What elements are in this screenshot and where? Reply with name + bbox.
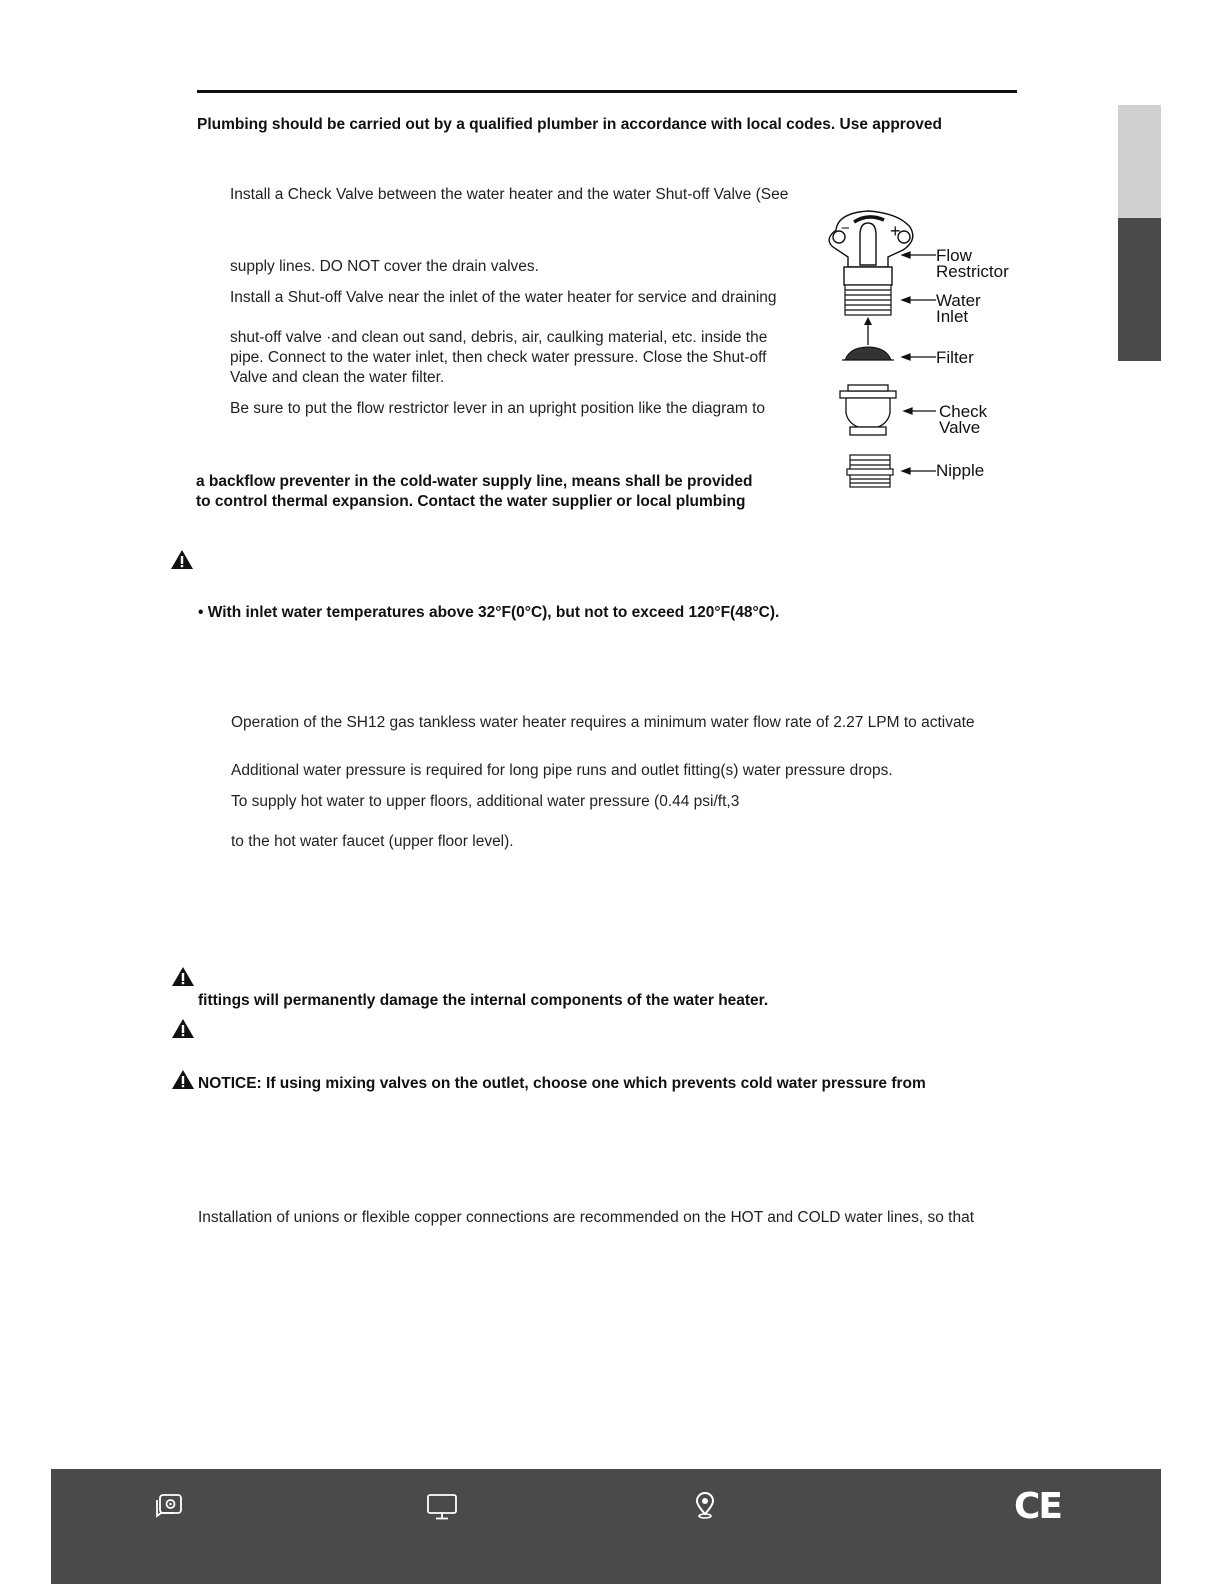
inlet-assembly-diagram bbox=[818, 205, 1028, 500]
ce-mark-icon: CE bbox=[1014, 1486, 1062, 1527]
label-flow-restrictor: Flow Restrictor bbox=[936, 246, 1009, 281]
clean-paragraph-line-2: pipe. Connect to the water inlet, then check water pressure. Close the Shut-off bbox=[230, 349, 767, 366]
fittings-bold-text: fittings will permanently damage the internal components of the water heater. bbox=[198, 992, 769, 1009]
minus-sign: − bbox=[841, 220, 850, 237]
warning-icon bbox=[170, 549, 194, 570]
additional-pressure-paragraph: Additional water pressure is required for long pipe runs and outlet fitting(s) water pressure drops. bbox=[231, 762, 893, 779]
clean-paragraph-line-3: Valve and clean the water filter. bbox=[230, 369, 445, 386]
location-pin-icon bbox=[694, 1492, 716, 1520]
header-rule bbox=[197, 90, 1017, 93]
notice-bold-text: NOTICE: If using mixing valves on the outlet, choose one which prevents cold water pressure from bbox=[198, 1075, 926, 1092]
diagram-parts-drawing bbox=[818, 205, 938, 500]
plus-sign: + bbox=[890, 221, 901, 241]
page-footer bbox=[51, 1469, 1161, 1584]
water-inlet-part bbox=[845, 285, 891, 315]
side-tab-light bbox=[1118, 105, 1161, 218]
backflow-bold-line-2: to control thermal expansion. Contact the water supplier or local plumbing bbox=[196, 493, 746, 510]
restrictor-paragraph: Be sure to put the flow restrictor lever in an upright position like the diagram to bbox=[230, 400, 766, 417]
notice-warning-icon bbox=[171, 1069, 195, 1090]
warning-icon bbox=[171, 966, 195, 987]
clean-paragraph-line-1: shut-off valve ·and clean out sand, debris, air, caulking material, etc. inside the bbox=[230, 329, 768, 346]
filter-part bbox=[842, 347, 894, 360]
supply-lines-paragraph: supply lines. DO NOT cover the drain valves. bbox=[230, 258, 539, 275]
inlet-temperature-bullet: • With inlet water temperatures above 32°F(0°C), but not to exceed 120°F(48°C). bbox=[198, 604, 780, 621]
check-valve-part bbox=[840, 385, 896, 435]
label-water-inlet: Water Inlet bbox=[936, 291, 981, 326]
warning-icon bbox=[171, 1018, 195, 1039]
label-nipple: Nipple bbox=[936, 461, 985, 480]
unions-paragraph: Installation of unions or flexible copper connections are recommended on the HOT and COLD water lines, so that bbox=[198, 1209, 974, 1226]
check-valve-paragraph: Install a Check Valve between the water heater and the water Shut-off Valve (See bbox=[230, 186, 789, 203]
nipple-part bbox=[847, 455, 893, 487]
intro-bold-text: Plumbing should be carried out by a qualified plumber in accordance with local codes. Use approved bbox=[197, 116, 943, 133]
monitor-icon bbox=[426, 1493, 458, 1521]
label-filter: Filter bbox=[936, 348, 974, 367]
backflow-bold-line-1: a backflow preventer in the cold-water supply line, means shall be provided bbox=[196, 473, 753, 490]
settings-chat-icon bbox=[154, 1492, 184, 1522]
operation-paragraph: Operation of the SH12 gas tankless water heater requires a minimum water flow rate of 2.27 LPM to activate bbox=[231, 714, 975, 731]
upper-floors-paragraph: To supply hot water to upper floors, additional water pressure (0.44 psi/ft,3 bbox=[231, 793, 740, 810]
faucet-paragraph: to the hot water faucet (upper floor level). bbox=[231, 833, 514, 850]
shutoff-paragraph: Install a Shut-off Valve near the inlet of the water heater for service and draining bbox=[230, 289, 777, 306]
side-tab-dark bbox=[1118, 218, 1161, 361]
label-check-valve: Check Valve bbox=[939, 402, 988, 437]
